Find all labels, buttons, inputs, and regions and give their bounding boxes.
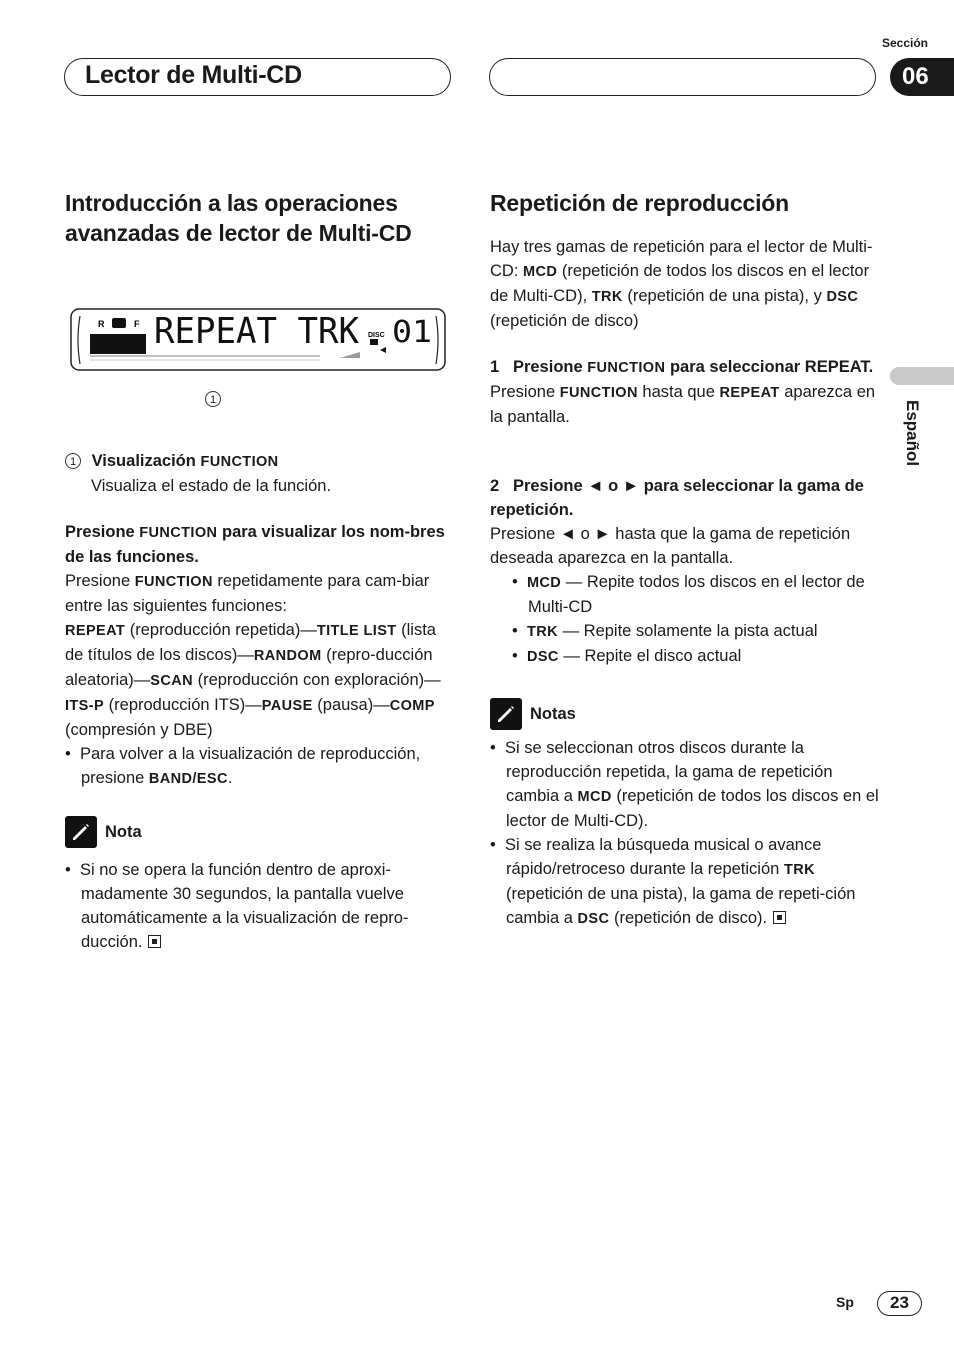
fn-kw-its-p: ITS-P bbox=[65, 698, 105, 714]
right-heading: Repetición de reproducción bbox=[490, 190, 789, 216]
option-mcd: • MCD — Repite todos los discos en el lector de Multi-CD bbox=[512, 573, 865, 616]
note-text: • Si no se opera la función dentro de aproxi-madamente 30 segundos, la pantalla vuelve automáticamente a la visualización de repro-ducción. bbox=[65, 861, 409, 951]
fn-desc-repeat: (reproducción repetida)— bbox=[129, 621, 317, 639]
end-stop-icon bbox=[148, 935, 161, 948]
footer-lang-code: Sp bbox=[836, 1294, 854, 1310]
fn-desc-scan: (reproducción con exploración)— bbox=[197, 671, 441, 689]
step-1 bbox=[490, 355, 882, 429]
note2-kw2: DSC bbox=[577, 911, 610, 927]
option-trk-kw: TRK bbox=[526, 624, 558, 640]
step1-body bbox=[490, 380, 882, 429]
lcd-disc-label: DISC bbox=[368, 332, 385, 339]
notes-item-2: • Si se realiza la búsqueda musical o avance rápido/retroceso durante la repetición TRK (repetición de una pista), la gama de repeti-ción cambia a DSC (repetición de disco). bbox=[490, 836, 856, 927]
option-mcd-desc: — Repite todos los discos en el lector de Multi-CD bbox=[528, 573, 865, 616]
fn-kw-repeat: REPEAT bbox=[65, 623, 126, 639]
pencil-notes-icon bbox=[490, 698, 522, 730]
fn-desc-its-p: (reproducción ITS)— bbox=[108, 696, 262, 714]
left-heading: Introducción a las operaciones avanzadas de lector de Multi-CD bbox=[65, 190, 412, 246]
step1-number: 1 bbox=[490, 358, 500, 376]
fn-kw-comp: COMP bbox=[389, 698, 435, 714]
legend-line bbox=[65, 449, 455, 474]
press-title-a: Presione bbox=[65, 523, 135, 541]
note1-a: Si se seleccionan otros discos durante la reproducción repetida, la gama de repetición cambia a bbox=[504, 739, 833, 805]
option-mcd-kw: MCD bbox=[526, 575, 562, 591]
option-trk-desc: — Repite solamente la pista actual bbox=[562, 622, 818, 640]
intro-b: (repetición de todos los discos en el lector de Multi-CD), bbox=[490, 262, 870, 305]
step1-body-kw2: REPEAT bbox=[719, 385, 780, 401]
return-note-kw: BAND/ESC bbox=[148, 771, 228, 787]
header-blank-frame bbox=[489, 58, 876, 96]
step1-body-c: aparezca en la pantalla. bbox=[490, 383, 876, 426]
intro-paragraph bbox=[490, 235, 882, 333]
intro-d: (repetición de disco) bbox=[490, 312, 639, 330]
note2-b: (repetición de una pista), la gama de repeti-ción cambia a bbox=[506, 885, 856, 927]
intro-a: Hay tres gamas de repetición para el lector de Multi-CD: bbox=[490, 238, 873, 280]
press-body bbox=[65, 569, 455, 618]
fn-desc-pause: (pausa)— bbox=[317, 696, 390, 714]
note-text-body: Si no se opera la función dentro de aproxi-madamente 30 segundos, la pantalla vuelve automáticamente a la visualización de repro-ducción. bbox=[79, 861, 409, 951]
intro-text bbox=[490, 235, 882, 333]
fn-kw-random: RANDOM bbox=[253, 648, 322, 664]
step2-body: Presione ◄ o ► hasta que la gama de repetición deseada aparezca en la pantalla. bbox=[490, 525, 851, 567]
note-title: Nota bbox=[105, 822, 142, 841]
press-title-b: para visualizar los nom-bres de las funciones. bbox=[65, 523, 445, 566]
callout-number: 1 bbox=[205, 391, 221, 407]
option-dsc-kw: DSC bbox=[526, 649, 559, 665]
press-body-kw: FUNCTION bbox=[134, 574, 213, 590]
fn-kw-scan: SCAN bbox=[150, 673, 193, 689]
option-dsc: • DSC — Repite el disco actual bbox=[512, 647, 742, 665]
step1-body-b: hasta que bbox=[642, 383, 715, 401]
option-dsc-desc: — Repite el disco actual bbox=[563, 647, 742, 665]
step1-title-b: para seleccionar REPEAT. bbox=[669, 358, 874, 376]
lcd-display-illustration bbox=[70, 308, 446, 372]
fn-desc-title-list: (lista de títulos de los discos)— bbox=[65, 621, 436, 664]
note2-a: Si se realiza la búsqueda musical o avance rápido/retroceso durante la repetición bbox=[504, 836, 822, 878]
intro-kw-mcd: MCD bbox=[523, 264, 558, 280]
option-trk: • TRK — Repite solamente la pista actual bbox=[512, 622, 818, 640]
legend-desc: Visualiza el estado de la función. bbox=[91, 477, 332, 495]
notes-item-1: • Si se seleccionan otros discos durante la reproducción repetida, la gama de repetición cambia a MCD (repetición de todos los discos en el lector de Multi-CD). bbox=[490, 739, 879, 830]
note1-b: (repetición de todos los discos en el lector de Multi-CD). bbox=[506, 787, 879, 830]
note-header bbox=[65, 816, 455, 848]
legend-keyword: FUNCTION bbox=[200, 454, 279, 470]
intro-kw-trk: TRK bbox=[591, 289, 623, 305]
press-title-kw: FUNCTION bbox=[139, 525, 218, 541]
step1-title bbox=[490, 355, 882, 380]
left-note-block bbox=[65, 816, 455, 954]
press-function-block bbox=[65, 520, 455, 791]
right-notes-block bbox=[490, 698, 882, 931]
section-label: Sección bbox=[881, 36, 928, 50]
lcd-number: 01 bbox=[392, 315, 432, 350]
lcd-small-r: R bbox=[98, 319, 105, 329]
press-title bbox=[65, 520, 455, 569]
fn-desc-comp: (compresión y DBE) bbox=[65, 721, 213, 739]
intro-kw-dsc: DSC bbox=[826, 289, 859, 305]
notes-header bbox=[490, 698, 882, 730]
step1-body-kw1: FUNCTION bbox=[559, 385, 638, 401]
press-body-b: repetidamente para cam-biar entre las siguientes funciones: bbox=[65, 572, 430, 615]
step1-title-kw: FUNCTION bbox=[587, 360, 666, 376]
section-number-badge: 06 bbox=[890, 58, 954, 96]
step1-title-a: Presione bbox=[512, 358, 583, 376]
callout-marker bbox=[205, 391, 221, 409]
step2-title-text: Presione ◄ o ► para seleccionar la gama de repetición. bbox=[490, 477, 864, 519]
return-note-a: Para volver a la visualización de reproducción, presione bbox=[79, 745, 421, 787]
language-tab bbox=[890, 367, 954, 385]
legend-number: 1 bbox=[65, 453, 81, 469]
press-body-a: Presione bbox=[65, 572, 131, 590]
page-title: Lector de Multi-CD bbox=[85, 61, 302, 89]
return-note: • Para volver a la visualización de reproducción, presione BAND/ESC. bbox=[65, 745, 421, 787]
fn-kw-title-list: TITLE LIST bbox=[316, 623, 397, 639]
lcd-main-text: REPEAT TRK bbox=[154, 311, 360, 352]
lcd-small-f: F bbox=[134, 319, 140, 329]
step1-body-a: Presione bbox=[490, 383, 556, 401]
step2-title bbox=[490, 474, 882, 522]
notes-title: Notas bbox=[530, 704, 576, 723]
header-title-frame bbox=[64, 58, 451, 96]
display-legend bbox=[65, 449, 455, 498]
language-label bbox=[894, 400, 934, 490]
fn-kw-pause: PAUSE bbox=[261, 698, 313, 714]
fn-desc-random: (repro-ducción aleatoria)— bbox=[65, 646, 433, 689]
lcd-display-graphic bbox=[70, 308, 446, 372]
pencil-note-icon bbox=[65, 816, 97, 848]
page-number: 23 bbox=[877, 1291, 922, 1316]
function-list bbox=[65, 618, 455, 742]
note1-kw: MCD bbox=[577, 789, 612, 805]
legend-label: Visualización bbox=[91, 452, 196, 470]
end-stop-icon bbox=[773, 911, 786, 924]
return-note-b: . bbox=[227, 769, 233, 787]
step2-number: 2 bbox=[490, 477, 500, 495]
note2-kw1: TRK bbox=[783, 862, 815, 878]
language-text: Español bbox=[903, 400, 922, 467]
note2-c: (repetición de disco). bbox=[613, 909, 768, 927]
step-2 bbox=[490, 474, 882, 669]
intro-c: (repetición de una pista), y bbox=[627, 287, 822, 305]
